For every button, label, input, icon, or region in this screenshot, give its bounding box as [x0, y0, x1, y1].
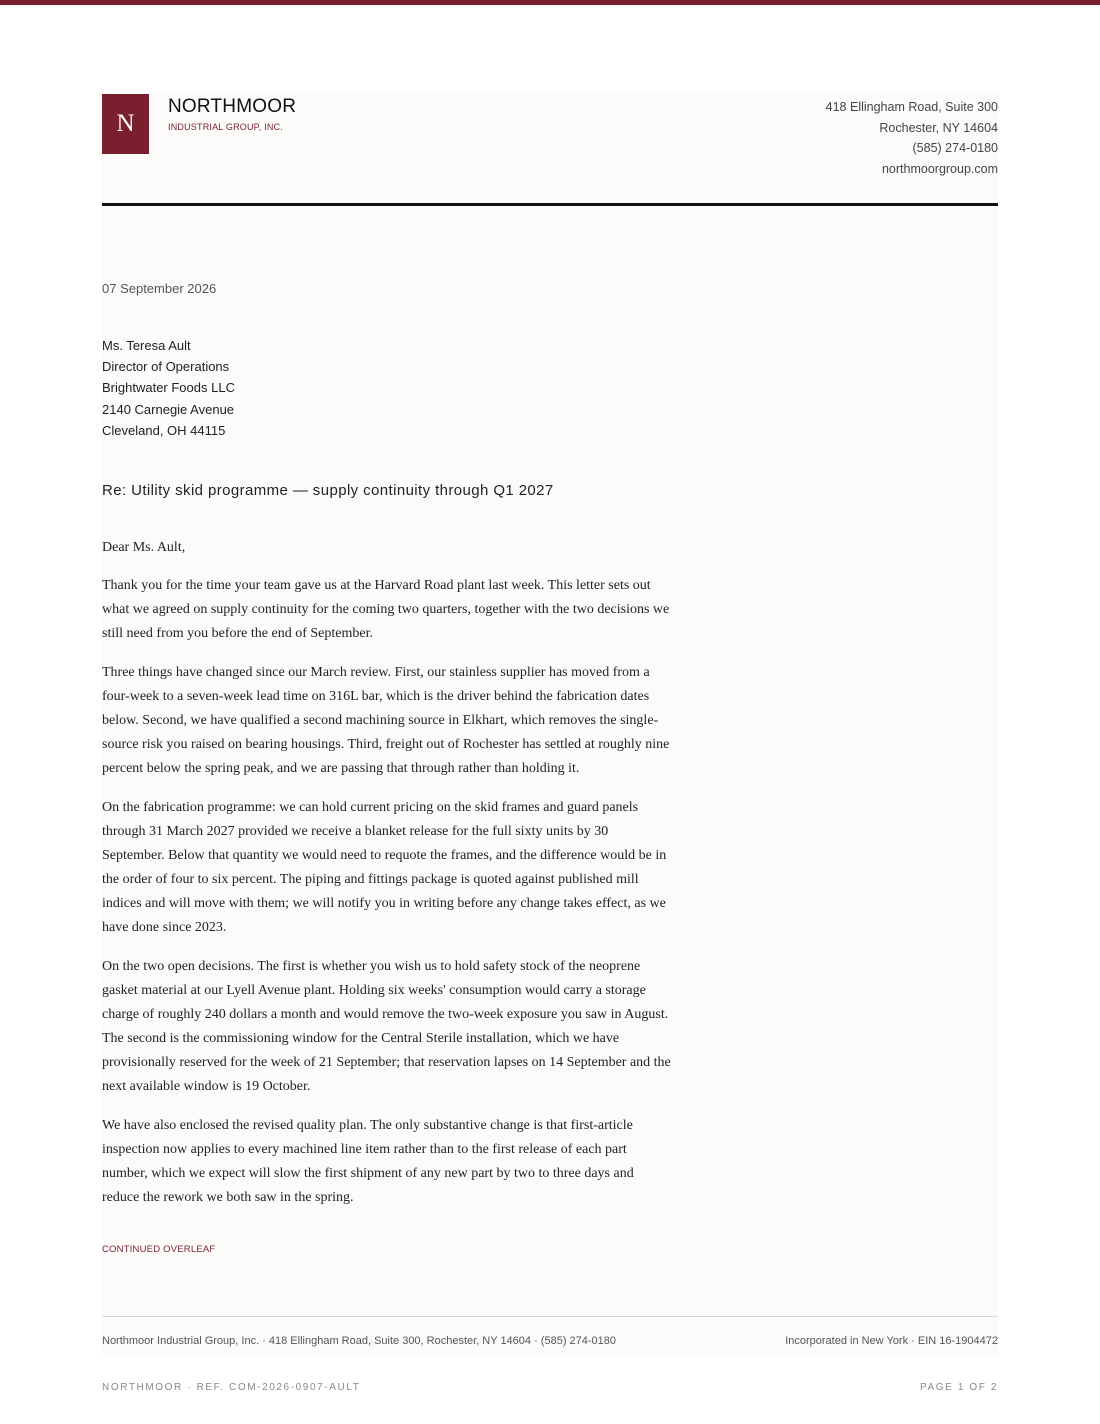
letter-subject: Re: Utility skid programme — supply continuity through Q1 2027: [102, 482, 554, 499]
letterhead-divider: [102, 203, 998, 206]
footer-divider: [102, 1316, 998, 1317]
top-accent-rule: [0, 0, 1100, 5]
footer-legal-info: Incorporated in New York · EIN 16-1904472: [785, 1335, 998, 1347]
address-line-2: Rochester, NY 14604: [879, 120, 998, 135]
phone-number: (585) 274-0180: [912, 141, 998, 156]
recipient-city: Cleveland, OH 44115: [102, 422, 226, 438]
letterhead-contact: [826, 97, 998, 180]
address-line-1: 418 Ellingham Road, Suite 300: [825, 100, 998, 114]
recipient-company: Brightwater Foods LLC: [102, 380, 235, 396]
recipient-address: [102, 335, 235, 441]
reference-number: NORTHMOOR · REF. COM-2026-0907-AULT: [102, 1382, 361, 1393]
body-paragraph: We have also enclosed the revised quality plan. The only substantive change is that first-article inspection now applies to every machined line item rather than to the first release of each part number, which we expect will slow the first shipment of any new part by two to three days and reduce the rework we both saw in the spring.: [102, 1117, 634, 1206]
logo-letter: N: [116, 110, 135, 137]
continued-overleaf-note: CONTINUED OVERLEAF: [102, 1244, 216, 1255]
letter-body: [102, 536, 672, 1225]
website: northmoorgroup.com: [881, 162, 998, 177]
salutation: Dear Ms. Ault,: [102, 540, 186, 555]
company-logo-mark: [102, 94, 149, 154]
company-subtitle: INDUSTRIAL GROUP, INC.: [168, 122, 283, 132]
page-number: PAGE 1 OF 2: [920, 1382, 998, 1393]
recipient-name: Ms. Teresa Ault: [102, 338, 191, 353]
body-paragraph: Thank you for the time your team gave us at the Harvard Road plant last week. This letter sets out what we agreed on supply continuity for the coming two quarters, together with the two decisions we still need from you before the end of September.: [102, 578, 670, 642]
recipient-title: Director of Operations: [102, 359, 230, 375]
body-paragraph: On the two open decisions. The first is whether you wish us to hold safety stock of the neoprene gasket material at our Lyell Avenue plant. Holding six weeks' consumption would carry a storage charge of roughly 240 dollars a month and would remove the two-week exposure you saw in August. The second is the commissioning window for the Central Sterile installation, which we have provisionally reserved for the week of 21 September; that reservation lapses on 14 September and the next available window is 19 October.: [102, 958, 671, 1095]
body-paragraph: Three things have changed since our March review. First, our stainless supplier has moved from a four-week to a seven-week lead time on 316L bar, which is the driver behind the fabrication dates below. Second, we have qualified a second machining source in Elkhart, which removes the single-source risk you raised on bearing housings. Third, freight out of Rochester has settled at roughly nine percent below the spring peak, and we are passing that through rather than holding it.: [102, 664, 670, 777]
letter-date: 07 September 2026: [102, 281, 217, 296]
company-name: NORTHMOOR: [168, 96, 297, 117]
footer-company-info: Northmoor Industrial Group, Inc. · 418 Ellingham Road, Suite 300, Rochester, NY 14604 · (585) 274-0180: [102, 1335, 617, 1347]
body-paragraph: On the fabrication programme: we can hold current pricing on the skid frames and guard panels through 31 March 2027 provided we receive a blanket release for the full sixty units by 30 September. Below that quantity we would need to requote the frames, and the difference would be in the order of four to six percent. The piping and fittings package is quoted against published mill indices and will move with them; we will notify you in writing before any change takes effect, as we have done since 2023.: [102, 799, 667, 936]
recipient-street: 2140 Carnegie Avenue: [102, 401, 235, 417]
